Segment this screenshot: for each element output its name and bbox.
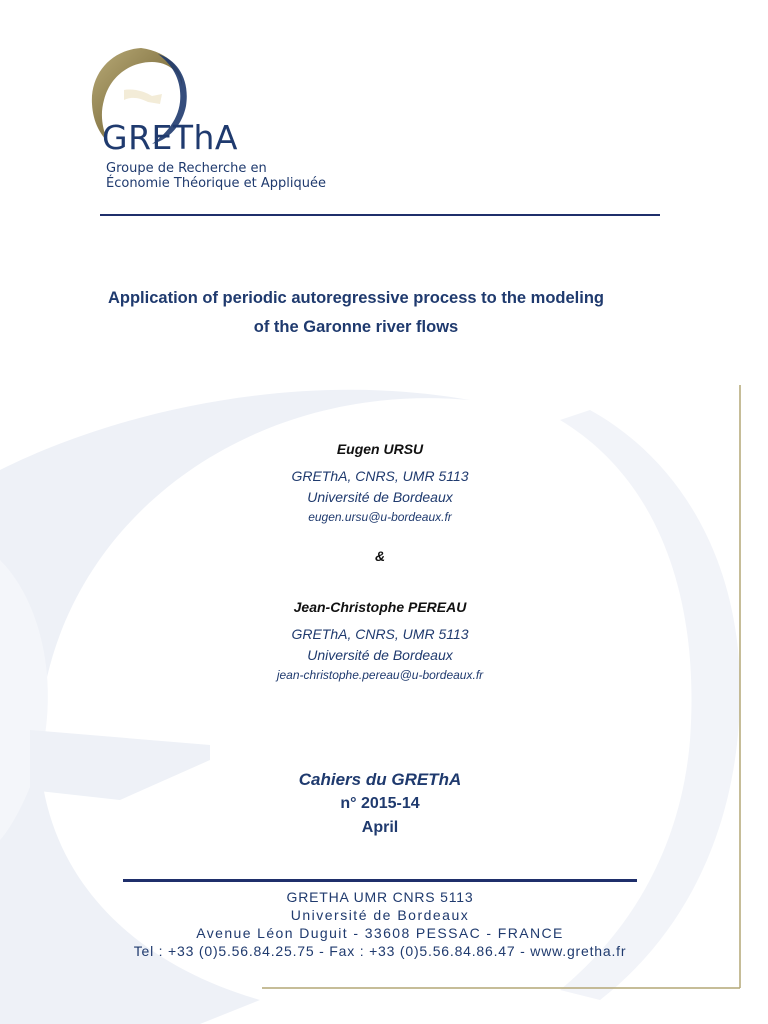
author-university: Université de Bordeaux [307, 489, 453, 505]
series-month: April [361, 819, 399, 836]
footer-line-3: Avenue Léon Duguit - 33608 PESSAC - FRANCE [196, 925, 564, 941]
logo-subtitle-line-2: Économie Théorique et Appliquée [106, 176, 326, 191]
footer-address [60, 888, 700, 960]
paper-title [40, 284, 672, 342]
author-email[interactable]: jean-christophe.pereau@u-bordeaux.fr [276, 668, 484, 682]
series-name: Cahiers du GREThA [298, 770, 462, 789]
series-number: n° 2015-14 [340, 795, 420, 812]
logo-subtitle-line-1: Groupe de Recherche en [106, 161, 267, 176]
author-block-2 [180, 597, 580, 684]
author-separator: & [374, 548, 386, 564]
author-name: Jean-Christophe PEREAU [293, 599, 467, 615]
footer-line-2: Université de Bordeaux [290, 907, 470, 923]
author-name: Eugen URSU [336, 441, 424, 457]
header-divider [100, 214, 660, 216]
footer-line-4: Tel : +33 (0)5.56.84.25.75 - Fax : +33 (0)5.56.84.86.47 - www.gretha.fr [133, 943, 627, 959]
author-block-1 [180, 439, 580, 526]
author-affiliation: GREThA, CNRS, UMR 5113 [291, 626, 469, 642]
paper-title-line-1: Application of periodic autoregressive process to the modeling [107, 289, 604, 307]
paper-title-line-2: of the Garonne river flows [253, 318, 459, 336]
author-affiliation: GREThA, CNRS, UMR 5113 [291, 468, 469, 484]
author-email[interactable]: eugen.ursu@u-bordeaux.fr [308, 510, 452, 524]
logo-subtitle [106, 161, 326, 191]
author-university: Université de Bordeaux [307, 647, 453, 663]
series-block [180, 768, 580, 840]
logo-wordmark: GREThA [102, 118, 238, 157]
footer-divider [123, 879, 637, 882]
footer-line-1: GRETHA UMR CNRS 5113 [286, 889, 474, 905]
